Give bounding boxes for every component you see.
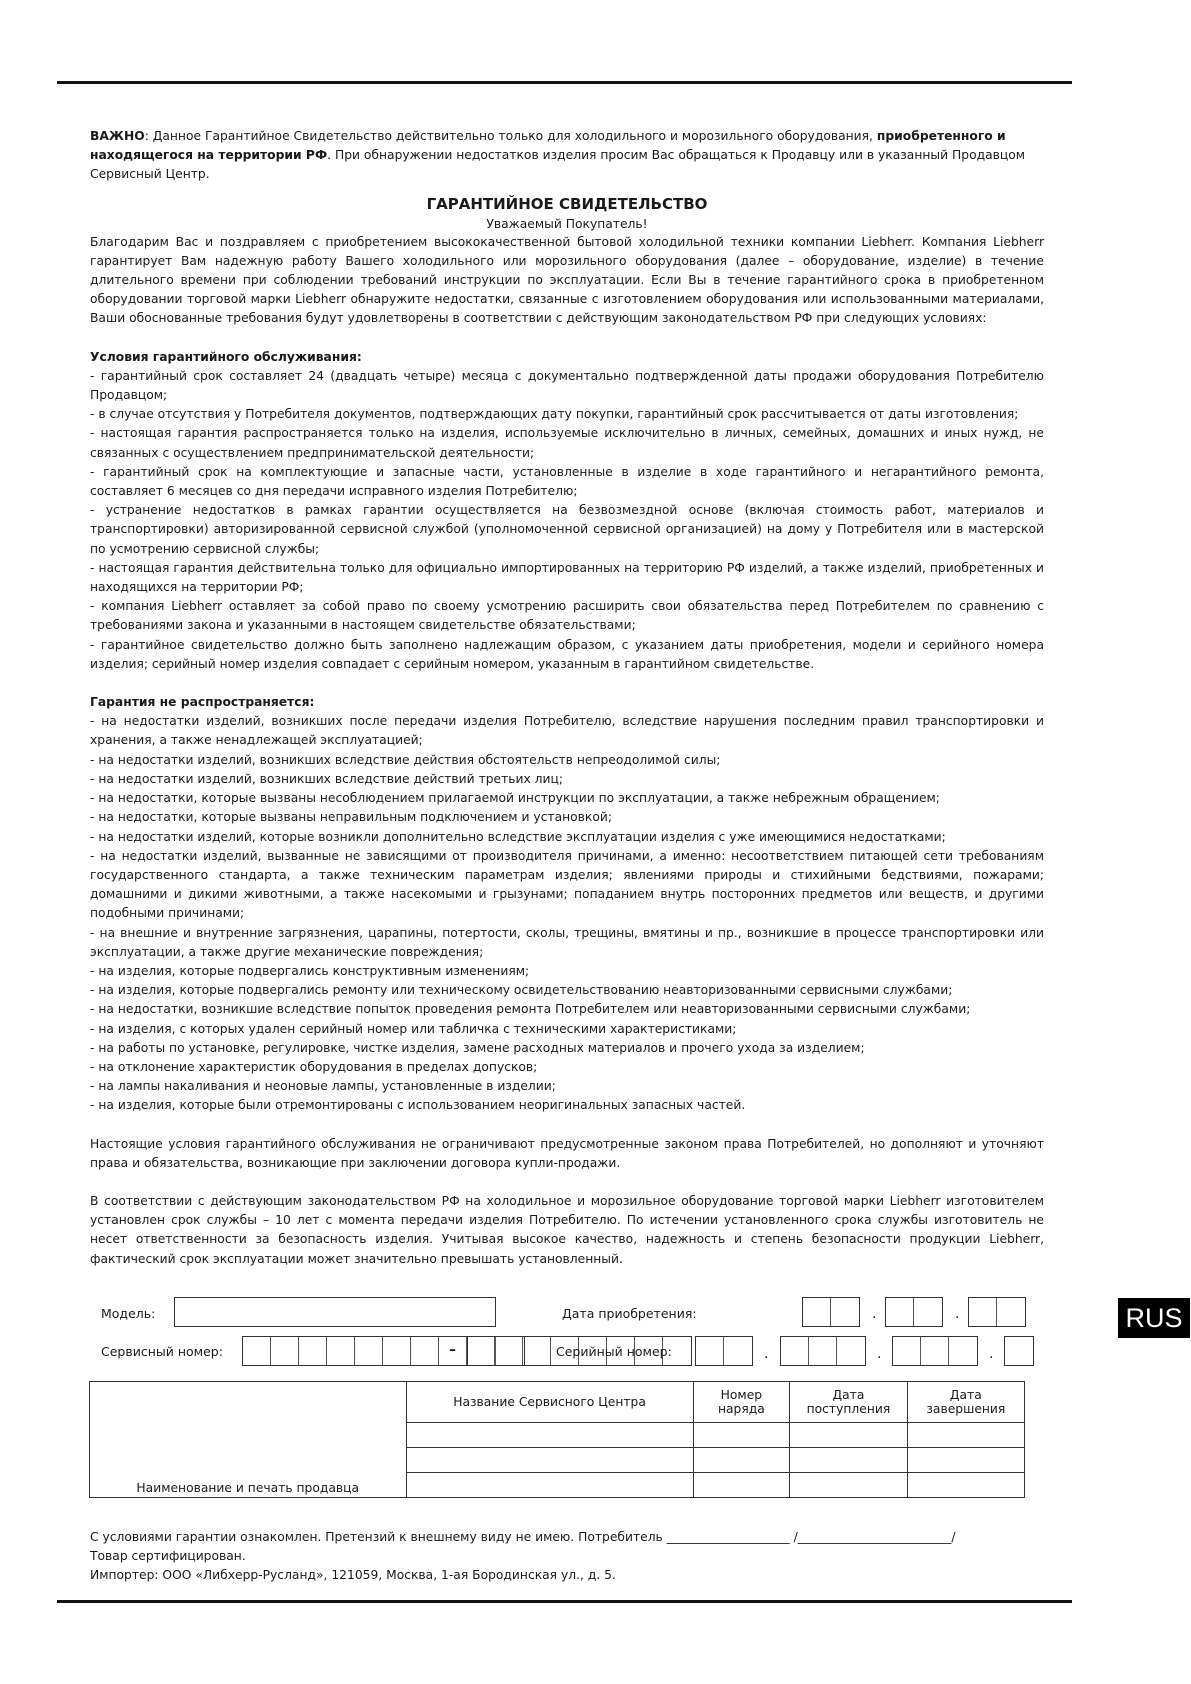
- consumer-signature-line: С условиями гарантии ознакомлен. Претензий к внешнему виду не имею. Потребитель ____________________ /_________________________/: [90, 1530, 956, 1544]
- serial-part3-field[interactable]: [892, 1336, 978, 1366]
- bottom-rule: [57, 1600, 1072, 1603]
- purchase-date-label: Дата приобретения:: [562, 1306, 697, 1321]
- list-item: - на изделия, которые были отремонтированы с использованием неоригинальных запасных частей.: [90, 1098, 746, 1113]
- list-item: - на недостатки изделий, возникших вследствие действий третьих лиц;: [90, 771, 564, 786]
- serial-part1-field[interactable]: [695, 1336, 753, 1366]
- serial-number-label: Серийный номер:: [556, 1344, 672, 1359]
- list-item: - на отклонение характеристик оборудования в пределах допусков;: [90, 1059, 538, 1074]
- col-received-header: Дата поступления: [790, 1382, 908, 1423]
- list-item: - гарантийный срок на комплектующие и запасные части, установленные в изделие в ходе гарантийного и негарантийного ремонта, составляет 6 месяцев со дня передачи исправного изделия Потребителю;: [90, 464, 1044, 499]
- document-title: ГАРАНТИЙНОЕ СВИДЕТЕЛЬСТВО: [426, 194, 708, 213]
- service-number-suffix-field[interactable]: [467, 1336, 525, 1366]
- model-field[interactable]: [174, 1297, 496, 1327]
- list-item: - настоящая гарантия действительна только для официально импортированных на территорию РФ изделий, а также изделий, приобретенных и находящихся на территории РФ;: [90, 560, 1044, 595]
- top-rule: [57, 81, 1072, 84]
- purchase-day-field[interactable]: [802, 1297, 860, 1327]
- list-item: - на изделия, с которых удален серийный номер или табличка с техническими характеристиками;: [90, 1021, 737, 1036]
- list-item: - на недостатки, которые вызваны несоблюдением прилагаемой инструкции по эксплуатации, а также небрежным обращением;: [90, 791, 940, 806]
- footer: [90, 1528, 956, 1585]
- list-item: - на лампы накаливания и неоновые лампы, установленные в изделии;: [90, 1079, 556, 1094]
- serial-dot: .: [764, 1346, 769, 1362]
- list-item: - на недостатки изделий, возникших после передачи изделия Потребителю, вследствие нарушения последним правил транспортировки и хранения, а также ненадлежащей эксплуатацией;: [90, 714, 1044, 748]
- conditions-heading: Условия гарантийного обслуживания:: [90, 349, 362, 364]
- model-label: Модель:: [101, 1306, 156, 1321]
- purchase-year-field[interactable]: [968, 1297, 1026, 1327]
- document-body: [90, 127, 1044, 1269]
- serial-dot: .: [989, 1346, 994, 1362]
- list-item: - компания Liebherr оставляет за собой право по своему усмотрению расширить свои обязательства перед Потребителем по сравнению с требованиями закона и указанными в настоящем свидетельстве обязательствами;: [90, 599, 1044, 633]
- exclusions-list: [90, 712, 1044, 1115]
- col-center-header: Название Сервисного Центра: [406, 1382, 693, 1423]
- service-number-label: Сервисный номер:: [101, 1344, 223, 1359]
- list-item: - на недостатки изделий, вызванные не зависящими от производителя причинами, а именно: несоответствием питающей сети требованиям государственного стандарта, а также техническим параметрам изделия; явлениями природы и стихийными бедствиями, пожарами; домашними и дикими животными, а также насекомыми и грызунами; попаданием внутрь посторонних предметов или веществ, и другими подобными причинами;: [90, 848, 1044, 921]
- list-item: - на недостатки, возникшие вследствие попыток проведения ремонта Потребителем или неавторизованными сервисными службами;: [90, 1002, 971, 1017]
- important-text-b: . При обнаружении недостатков изделия просим Вас обращаться к Продавцу или в указанный Продавцом Сервисный Центр.: [90, 148, 1026, 182]
- list-item: - устранение недостатков в рамках гарантии осуществляется на безвозмездной основе (включая стоимость работ, материалов и транспортировки) авторизированной сервисной службой (уполномоченной сервисной организацией) на дому у Потребителя или в мастерской по усмотрению сервисной службы;: [90, 503, 1044, 556]
- intro-paragraph: Благодарим Вас и поздравляем с приобретением высококачественной бытовой холодильной техники компании Liebherr. Компания Liebherr гарантирует Вам надежную работу Вашего холодильного или морозильного оборудования (далее – оборудование, изделие) в течение длительного времени при соблюдении требований инструкции по эксплуатации. Если Вы в течение гарантийного срока в приобретенном оборудовании торговой марки Liebherr обнаружите недостатки, связанные с изготовлением оборудования или использованными материалами, Ваши обоснованные требования будут удовлетворены в соответствии с действующим законодательством РФ при следующих условиях:: [90, 234, 1044, 326]
- service-life-note: В соответствии с действующим законодательством РФ на холодильное и морозильное оборудование торговой марки Liebherr изготовителем установлен срок службы – 10 лет с момента передачи изделия Потребителю. По истечении установленного срока службы изготовитель не несет ответственности за безопасность изделия. Учитывая высокое качество, надежность и степень безопасности продукции Liebherr, фактический срок эксплуатации может значительно превышать установленный.: [90, 1193, 1044, 1266]
- list-item: - на работы по установке, регулировке, чистке изделия, замене расходных материалов и прочего ухода за изделием;: [90, 1040, 865, 1055]
- exclusions-heading: Гарантия не распространяется:: [90, 695, 315, 710]
- list-item: - на недостатки изделий, которые возникли дополнительно вследствие эксплуатации изделия с уже имеющимися недостатками;: [90, 829, 946, 844]
- conditions-list: [90, 367, 1044, 674]
- list-item: - гарантийное свидетельство должно быть заполнено надлежащим образом, с указанием даты приобретения, модели и серийного номера изделия; серийный номер изделия совпадает с серийным номером, указанным в гарантийном свидетельстве.: [90, 637, 1044, 671]
- list-item: - на недостатки, которые вызваны неправильным подключением и установкой;: [90, 810, 612, 825]
- language-badge: RUS: [1118, 1298, 1190, 1338]
- greeting: Уважаемый Покупатель!: [486, 216, 648, 231]
- date-dot: .: [872, 1306, 877, 1322]
- important-label: ВАЖНО: [90, 129, 145, 143]
- col-completed-header: Дата завершения: [907, 1382, 1024, 1423]
- list-item: - настоящая гарантия распространяется только на изделия, используемые исключительно в личных, семейных, домашних и иных нужд, не связанных с осуществлением предпринимательской деятельности;: [90, 426, 1044, 460]
- list-item: - на изделия, которые подвергались конструктивным изменениям;: [90, 963, 530, 978]
- important-text-a: : Данное Гарантийное Свидетельство действительно только для холодильного и морозильного оборудования,: [144, 129, 877, 143]
- important-notice: [90, 127, 1044, 185]
- date-dot: .: [955, 1306, 960, 1322]
- service-center-table: [89, 1381, 1025, 1498]
- seller-stamp-cell[interactable]: [90, 1382, 407, 1498]
- importer-info: Импортер: ООО «Либхерр-Русланд», 121059, Москва, 1-ая Бородинская ул., д. 5.: [90, 1568, 616, 1582]
- service-dash: –: [449, 1342, 456, 1358]
- purchase-month-field[interactable]: [885, 1297, 943, 1327]
- serial-part4-field[interactable]: [1004, 1336, 1034, 1366]
- serial-dot: .: [877, 1346, 882, 1362]
- serial-part2-field[interactable]: [780, 1336, 866, 1366]
- important-bold: приобретенного и находящегося на территории РФ: [90, 129, 1006, 163]
- certified-note: Товар сертифицирован.: [90, 1549, 246, 1563]
- list-item: - гарантийный срок составляет 24 (двадцать четыре) месяца с документально подтвержденной даты продажи оборудования Потребителю Продавцом;: [90, 368, 1044, 403]
- list-item: - на недостатки изделий, возникших вследствие действия обстоятельств непреодолимой силы;: [90, 752, 721, 767]
- col-order-header: Номер наряда: [693, 1382, 790, 1423]
- list-item: - на изделия, которые подвергались ремонту или техническому освидетельствованию неавторизованными сервисными службами;: [90, 983, 953, 998]
- seller-label: Наименование и печать продавца: [136, 1481, 360, 1495]
- list-item: - в случае отсутствия у Потребителя документов, подтверждающих дату покупки, гарантийный срок рассчитывается от даты изготовления;: [90, 407, 1019, 422]
- list-item: - на внешние и внутренние загрязнения, царапины, потертости, сколы, трещины, вмятины и пр., возникшие в процессе транспортировки или эксплуатации, а также другие механические повреждения;: [90, 925, 1044, 959]
- rights-note: Настоящие условия гарантийного обслуживания не ограничивают предусмотренные законом права Потребителей, но дополняют и уточняют права и обязательства, возникающие при заключении договора купли-продажи.: [90, 1136, 1044, 1170]
